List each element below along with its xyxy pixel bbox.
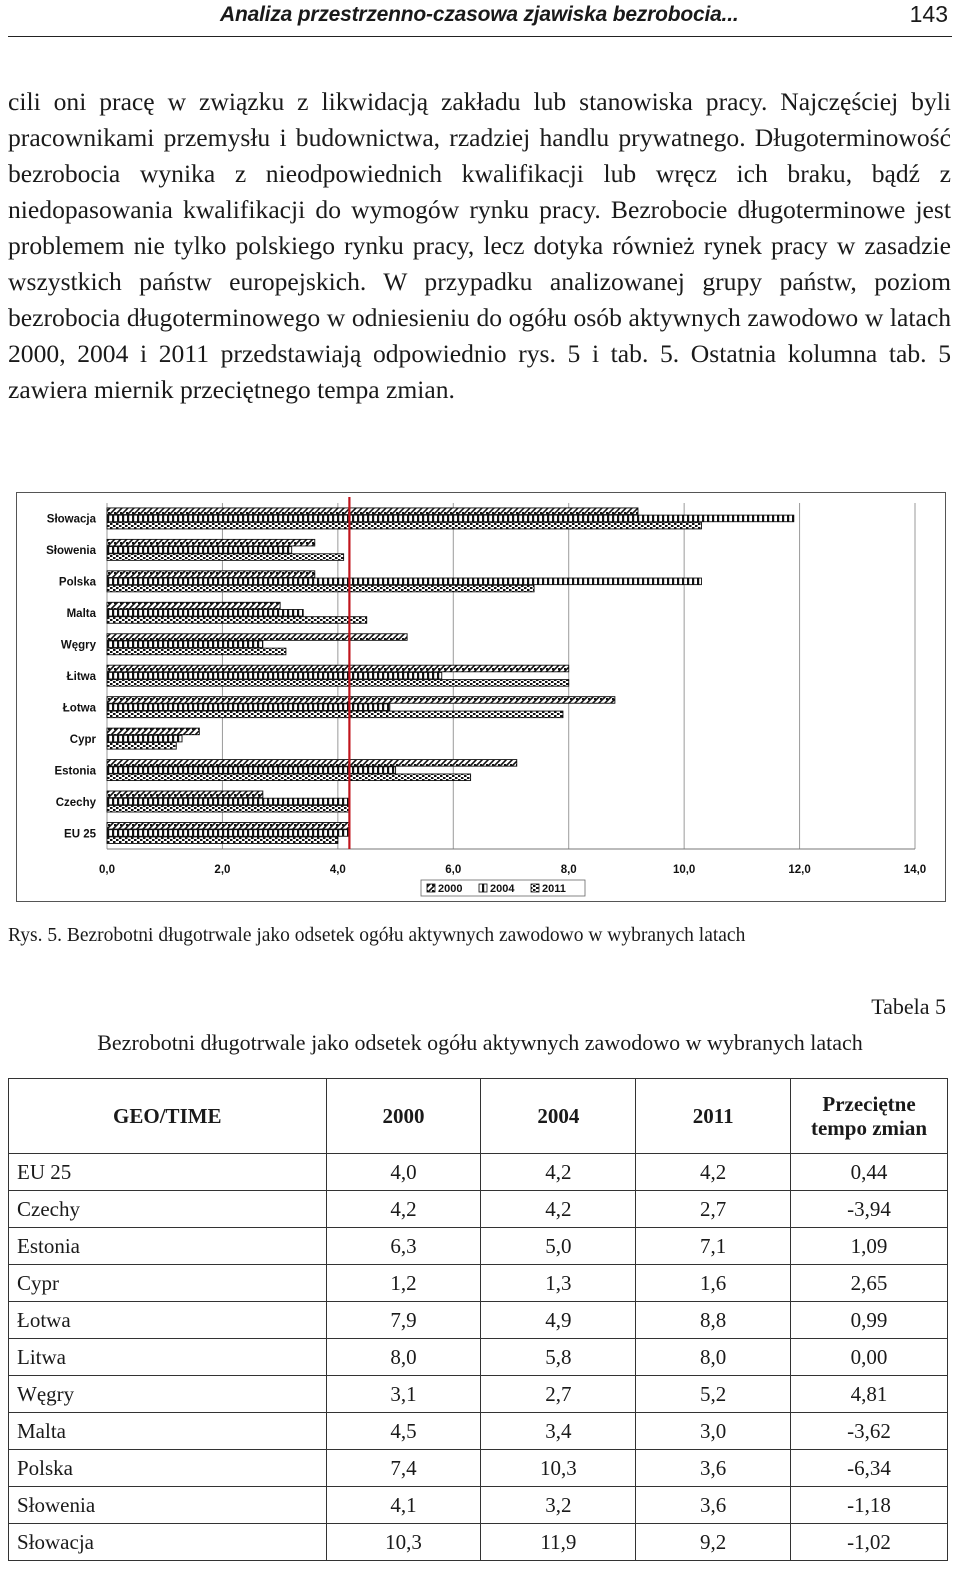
table-cell: 1,2 <box>326 1265 481 1302</box>
bar-2004 <box>107 641 263 648</box>
legend-label: 2000 <box>438 883 463 895</box>
table-cell: 4,2 <box>326 1191 481 1228</box>
category-label: Cypr <box>69 733 96 746</box>
x-tick-label: 10,0 <box>672 864 696 876</box>
table-row <box>9 1376 948 1413</box>
bar-2000 <box>107 791 263 798</box>
table-cell: 11,9 <box>481 1524 636 1561</box>
x-tick-label: 4,0 <box>329 864 346 876</box>
table-cell: 4,2 <box>636 1154 791 1191</box>
table-cell: 2,7 <box>636 1191 791 1228</box>
bar-2000 <box>107 822 349 829</box>
table-cell: 4,81 <box>791 1376 948 1413</box>
x-tick-label: 12,0 <box>788 864 811 876</box>
table-cell: 3,6 <box>636 1487 791 1524</box>
table-row <box>9 1302 948 1339</box>
legend-swatch <box>427 884 435 892</box>
category-label: Węgry <box>60 639 96 652</box>
category-label: Malta <box>66 608 96 621</box>
table-cell: 10,3 <box>481 1450 636 1487</box>
table-cell-geo: Węgry <box>9 1376 327 1413</box>
category-label: EU 25 <box>64 828 96 841</box>
table-row <box>9 1524 948 1561</box>
table-cell: -3,94 <box>791 1191 948 1228</box>
table-cell: 0,44 <box>791 1154 948 1191</box>
table-cell: 3,4 <box>481 1413 636 1450</box>
table-title: Bezrobotni długotrwale jako odsetek ogółu aktywnych zawodowo w wybranych latach <box>97 1030 863 1055</box>
bar-2004 <box>107 830 349 837</box>
bar-2011 <box>107 711 563 718</box>
table-cell: 3,0 <box>636 1413 791 1450</box>
bar-2011 <box>107 554 344 561</box>
table-cell: 4,2 <box>481 1154 636 1191</box>
table-cell: 3,1 <box>326 1376 481 1413</box>
table-cell: 7,1 <box>636 1228 791 1265</box>
bar-2004 <box>107 515 794 522</box>
bar-2011 <box>107 743 176 750</box>
bar-2004 <box>107 672 442 679</box>
table-cell: 3,6 <box>636 1450 791 1487</box>
x-tick-label: 14,0 <box>903 864 927 876</box>
table-cell: 1,3 <box>481 1265 636 1302</box>
legend-label: 2004 <box>490 883 515 895</box>
table-cell: 1,09 <box>791 1228 948 1265</box>
table-label: Tabela 5 <box>871 994 946 1019</box>
table-cell: 7,4 <box>326 1450 481 1487</box>
table-row <box>9 1265 948 1302</box>
bar-2004 <box>107 767 396 774</box>
category-label: Słowacja <box>46 513 96 526</box>
chart-bars <box>107 508 794 844</box>
running-header <box>8 0 952 37</box>
category-label: Słowenia <box>46 545 96 558</box>
table-row <box>9 1191 948 1228</box>
bar-2004 <box>107 735 182 742</box>
header-rate: Przeciętne tempo zmian <box>791 1079 948 1154</box>
category-label: Łotwa <box>62 702 96 715</box>
x-tick-label: 0,0 <box>99 864 115 876</box>
bar-2000 <box>107 602 280 609</box>
running-title: Analiza przestrzenno-czasowa zjawiska bezrobocia... <box>220 3 739 26</box>
figure-caption: Rys. 5. Bezrobotni długotrwale jako odsetek ogółu aktywnych zawodowo w wybranych latach <box>8 925 746 946</box>
bar-2011 <box>107 774 471 781</box>
chart-category-labels <box>46 514 96 841</box>
bar-chart <box>16 492 946 902</box>
bar-2000 <box>107 728 199 735</box>
data-table <box>8 1078 948 1561</box>
bar-2004 <box>107 704 390 711</box>
bar-2000 <box>107 508 638 515</box>
table-cell: 9,2 <box>636 1524 791 1561</box>
category-label: Estonia <box>54 765 96 778</box>
table-cell: 5,8 <box>481 1339 636 1376</box>
table-cell-geo: Litwa <box>9 1339 327 1376</box>
table-cell: 4,1 <box>326 1487 481 1524</box>
table-cell: 10,3 <box>326 1524 481 1561</box>
table-header-row <box>9 1079 948 1154</box>
table-cell-geo: Czechy <box>9 1191 327 1228</box>
bar-2011 <box>107 837 338 844</box>
bar-2011 <box>107 805 349 812</box>
bar-2011 <box>107 648 286 655</box>
bar-2004 <box>107 798 349 805</box>
x-tick-label: 8,0 <box>560 864 577 876</box>
table-row <box>9 1487 948 1524</box>
header-geo: GEO/TIME <box>9 1079 327 1154</box>
table-cell: 7,9 <box>326 1302 481 1339</box>
legend-swatch <box>531 884 539 892</box>
table-cell: 5,0 <box>481 1228 636 1265</box>
body-paragraph: cili oni pracę w związku z likwidacją zakładu lub stanowiska pracy. Najczęściej byli pracownikami przemysłu i budownictwa, rzadziej handlu prywatnego. Długoterminowość bezrobocia wynika z nieodpowiednich kwalifikacji lub wręcz ich braku, bądź z niedopasowania kwalifikacji do wymogów rynku pracy. Bezrobocie długoterminowe jest problemem nie tylko polskiego rynku pracy, lecz dotyka również rynek pracy w zasadzie wszystkich państw europejskich. W przypadku analizowanej grupy państw, poziom bezrobocia długoterminowego w odniesieniu do ogółu osób aktywnych zawodowo w latach 2000, 2004 i 2011 przedstawiają odpowiednio rys. 5 i tab. 5. Ostatnia kolumna tab. 5 zawiera miernik przeciętnego tempa zmian. <box>8 87 951 404</box>
bar-2000 <box>107 760 517 767</box>
bar-2011 <box>107 617 367 624</box>
table-cell: 4,0 <box>326 1154 481 1191</box>
page-number: 143 <box>909 1 948 27</box>
table-cell: 4,5 <box>326 1413 481 1450</box>
header-2000: 2000 <box>326 1079 481 1154</box>
category-label: Łitwa <box>66 671 96 683</box>
table-cell: 5,2 <box>636 1376 791 1413</box>
table-cell-geo: Słowacja <box>9 1524 327 1561</box>
bar-2011 <box>107 585 534 592</box>
x-tick-label: 2,0 <box>214 864 231 876</box>
legend-label: 2011 <box>542 883 566 895</box>
table-cell-geo: Polska <box>9 1450 327 1487</box>
table-cell: 6,3 <box>326 1228 481 1265</box>
table-cell: 8,0 <box>636 1339 791 1376</box>
table-body <box>9 1154 948 1561</box>
table-cell-geo: Malta <box>9 1413 327 1450</box>
header-2011: 2011 <box>636 1079 791 1154</box>
table-cell: 2,7 <box>481 1376 636 1413</box>
table-cell-geo: Łotwa <box>9 1302 327 1339</box>
header-2004: 2004 <box>481 1079 636 1154</box>
table-cell: 3,2 <box>481 1487 636 1524</box>
bar-2000 <box>107 634 407 641</box>
bar-2000 <box>107 539 315 546</box>
bar-2000 <box>107 571 315 578</box>
table-row <box>9 1228 948 1265</box>
table-cell: -1,18 <box>791 1487 948 1524</box>
table-cell-geo: Cypr <box>9 1265 327 1302</box>
table-cell: 2,65 <box>791 1265 948 1302</box>
table-row <box>9 1339 948 1376</box>
category-label: Czechy <box>55 796 96 809</box>
chart-svg <box>17 493 945 901</box>
table-cell: -1,02 <box>791 1524 948 1561</box>
table-row <box>9 1450 948 1487</box>
bar-2004 <box>107 578 701 585</box>
chart-legend <box>421 880 585 896</box>
table-cell: 8,8 <box>636 1302 791 1339</box>
table-row <box>9 1413 948 1450</box>
chart-tick-labels <box>99 864 926 876</box>
table-cell: -3,62 <box>791 1413 948 1450</box>
table-cell-geo: Estonia <box>9 1228 327 1265</box>
bar-2000 <box>107 697 615 704</box>
table-cell-geo: EU 25 <box>9 1154 327 1191</box>
legend-swatch <box>479 884 487 892</box>
table-cell: -6,34 <box>791 1450 948 1487</box>
table-cell: 4,9 <box>481 1302 636 1339</box>
x-tick-label: 6,0 <box>445 864 462 876</box>
table-cell: 0,00 <box>791 1339 948 1376</box>
bar-2004 <box>107 609 303 616</box>
table-cell: 0,99 <box>791 1302 948 1339</box>
bar-2000 <box>107 665 569 672</box>
table-row <box>9 1154 948 1191</box>
bar-2011 <box>107 680 569 687</box>
table-cell: 1,6 <box>636 1265 791 1302</box>
bar-2011 <box>107 522 701 529</box>
bar-2004 <box>107 547 292 554</box>
category-label: Polska <box>58 576 96 589</box>
table-cell: 4,2 <box>481 1191 636 1228</box>
table-cell: 8,0 <box>326 1339 481 1376</box>
table-cell-geo: Słowenia <box>9 1487 327 1524</box>
